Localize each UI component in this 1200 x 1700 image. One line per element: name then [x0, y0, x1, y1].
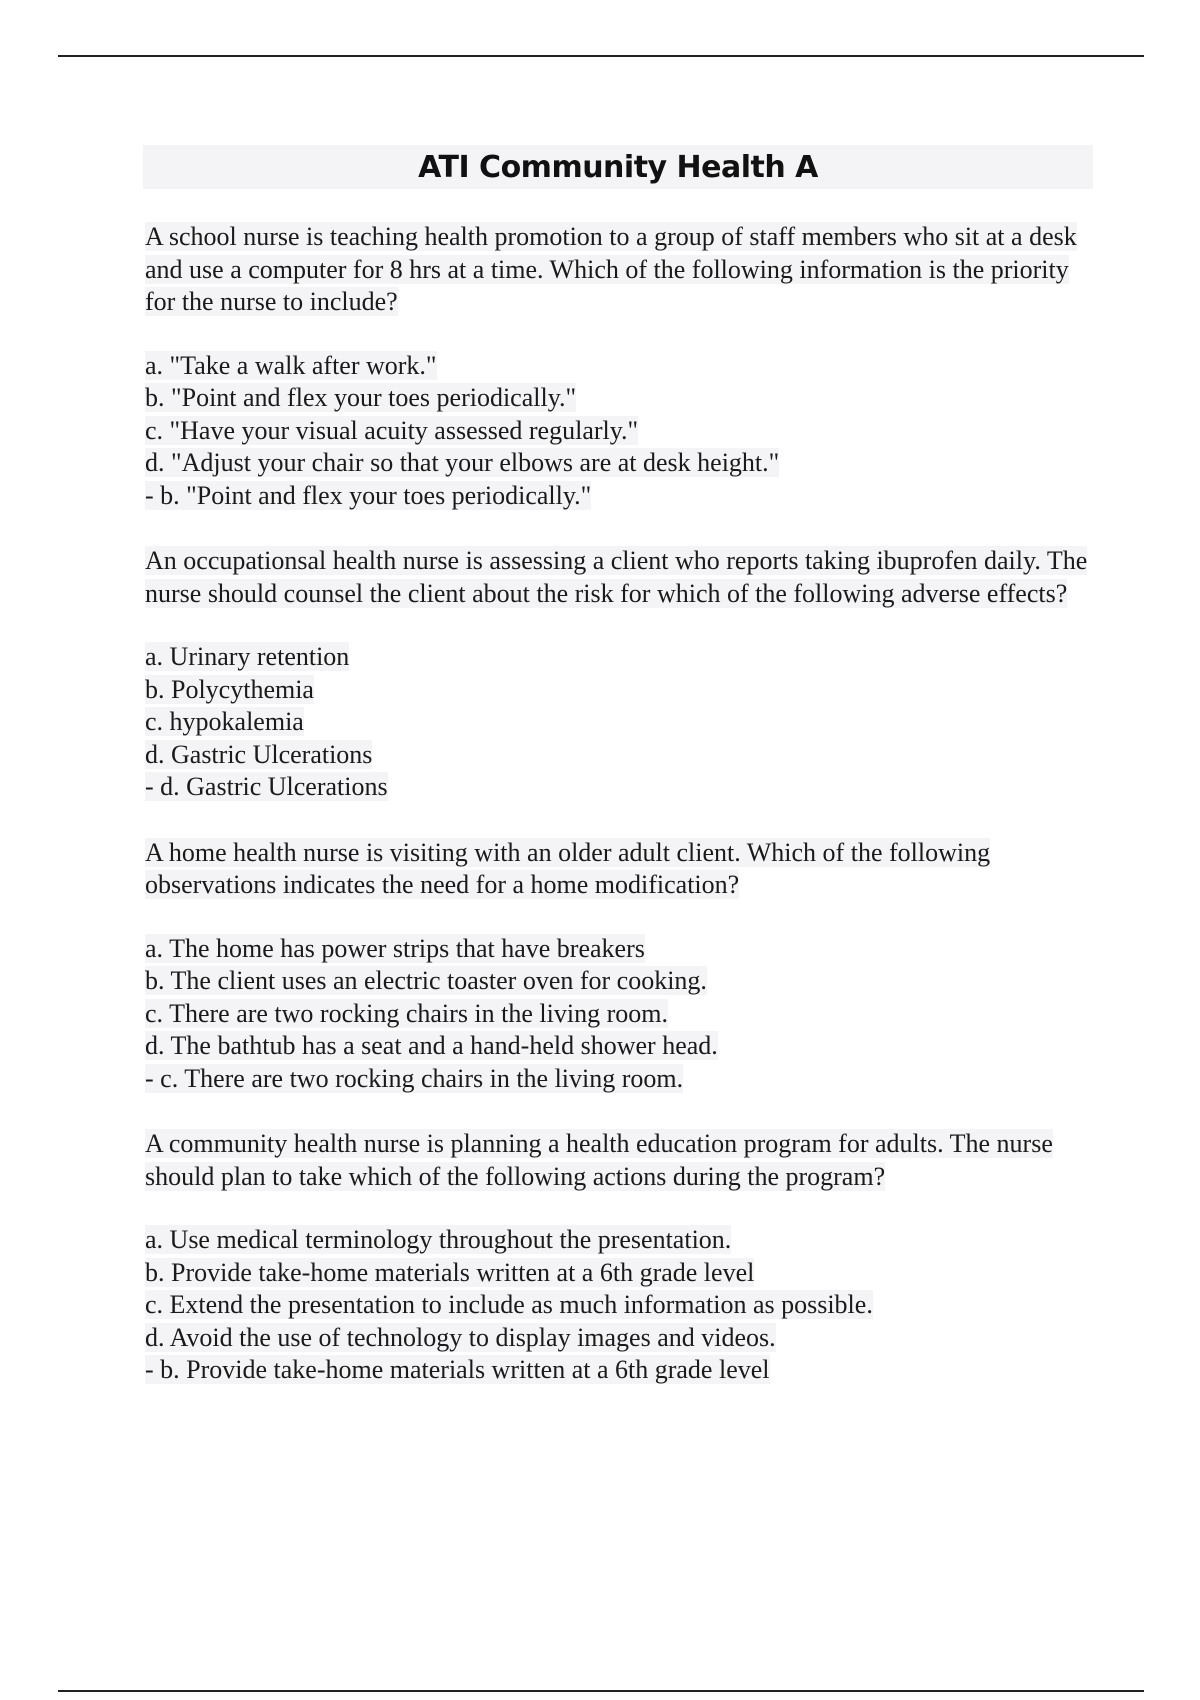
document-body [145, 221, 1105, 1420]
option-text: c. Extend the presentation to include as much information as possible. [145, 1290, 873, 1319]
answer-text: - b. "Point and flex your toes periodically." [145, 480, 592, 510]
option-text: a. "Take a walk after work." [145, 350, 437, 380]
question-2 [145, 545, 1105, 804]
option-text: d. The bathtub has a seat and a hand-held shower head. [145, 1031, 718, 1060]
option-text: d. Gastric Ulcerations [145, 739, 373, 769]
question-stem-text: A school nurse is teaching health promotion to a group of staff members who sit at a desk and use a computer for 8 hrs at a time. Which of the following information is the priority for the nurse to include? [145, 222, 1077, 316]
question-stem [145, 837, 1105, 902]
option-text: d. "Adjust your chair so that your elbows are at desk height." [145, 448, 780, 477]
option-d [145, 739, 1105, 772]
option-c [145, 998, 1105, 1031]
question-stem-text: A home health nurse is visiting with an older adult client. Which of the following observations indicates the need for a home modification? [145, 837, 991, 899]
answer-line [145, 480, 1105, 513]
answer-line [145, 1354, 1105, 1387]
bottom-rule [58, 1690, 1144, 1692]
answer-text: - d. Gastric Ulcerations [145, 772, 388, 801]
option-b [145, 965, 1105, 998]
option-d [145, 1322, 1105, 1355]
option-b [145, 382, 1105, 415]
question-4 [145, 1128, 1105, 1387]
option-a [145, 641, 1105, 674]
option-text: c. "Have your visual acuity assessed regularly." [145, 415, 639, 445]
question-3 [145, 837, 1105, 1096]
option-text: c. There are two rocking chairs in the living room. [145, 998, 668, 1028]
question-stem [145, 545, 1105, 610]
option-text: a. The home has power strips that have breakers [145, 933, 645, 963]
option-a [145, 350, 1105, 383]
question-stem-text: A community health nurse is planning a health education program for adults. The nurse should plan to take which of the following actions during the program? [145, 1129, 1053, 1191]
answer-line [145, 1063, 1105, 1096]
option-d [145, 1030, 1105, 1063]
answer-text: - c. There are two rocking chairs in the living room. [145, 1063, 684, 1093]
page-title: ATI Community Health A [418, 149, 818, 185]
question-stem [145, 221, 1105, 319]
option-b [145, 1257, 1105, 1290]
answer-line [145, 771, 1105, 804]
option-c [145, 706, 1105, 739]
option-text: b. Provide take-home materials written at a 6th grade level [145, 1257, 755, 1287]
option-text: a. Urinary retention [145, 642, 350, 671]
option-c [145, 1289, 1105, 1322]
option-c [145, 415, 1105, 448]
option-text: a. Use medical terminology throughout the presentation. [145, 1225, 732, 1254]
question-stem [145, 1128, 1105, 1193]
question-stem-text: An occupationsal health nurse is assessing a client who reports taking ibuprofen daily. The nurse should counsel the client about the risk for which of the following adverse effects? [145, 546, 1088, 608]
question-1 [145, 221, 1105, 512]
option-a [145, 933, 1105, 966]
answer-text: - b. Provide take-home materials written at a 6th grade level [145, 1355, 770, 1384]
title-band [143, 145, 1093, 189]
option-text: d. Avoid the use of technology to display images and videos. [145, 1322, 776, 1352]
top-rule [58, 55, 1144, 57]
option-text: b. Polycythemia [145, 674, 314, 704]
option-text: c. hypokalemia [145, 707, 304, 736]
option-d [145, 447, 1105, 480]
option-text: b. The client uses an electric toaster oven for cooking. [145, 966, 707, 995]
option-a [145, 1224, 1105, 1257]
option-text: b. "Point and flex your toes periodically." [145, 383, 577, 412]
option-b [145, 674, 1105, 707]
